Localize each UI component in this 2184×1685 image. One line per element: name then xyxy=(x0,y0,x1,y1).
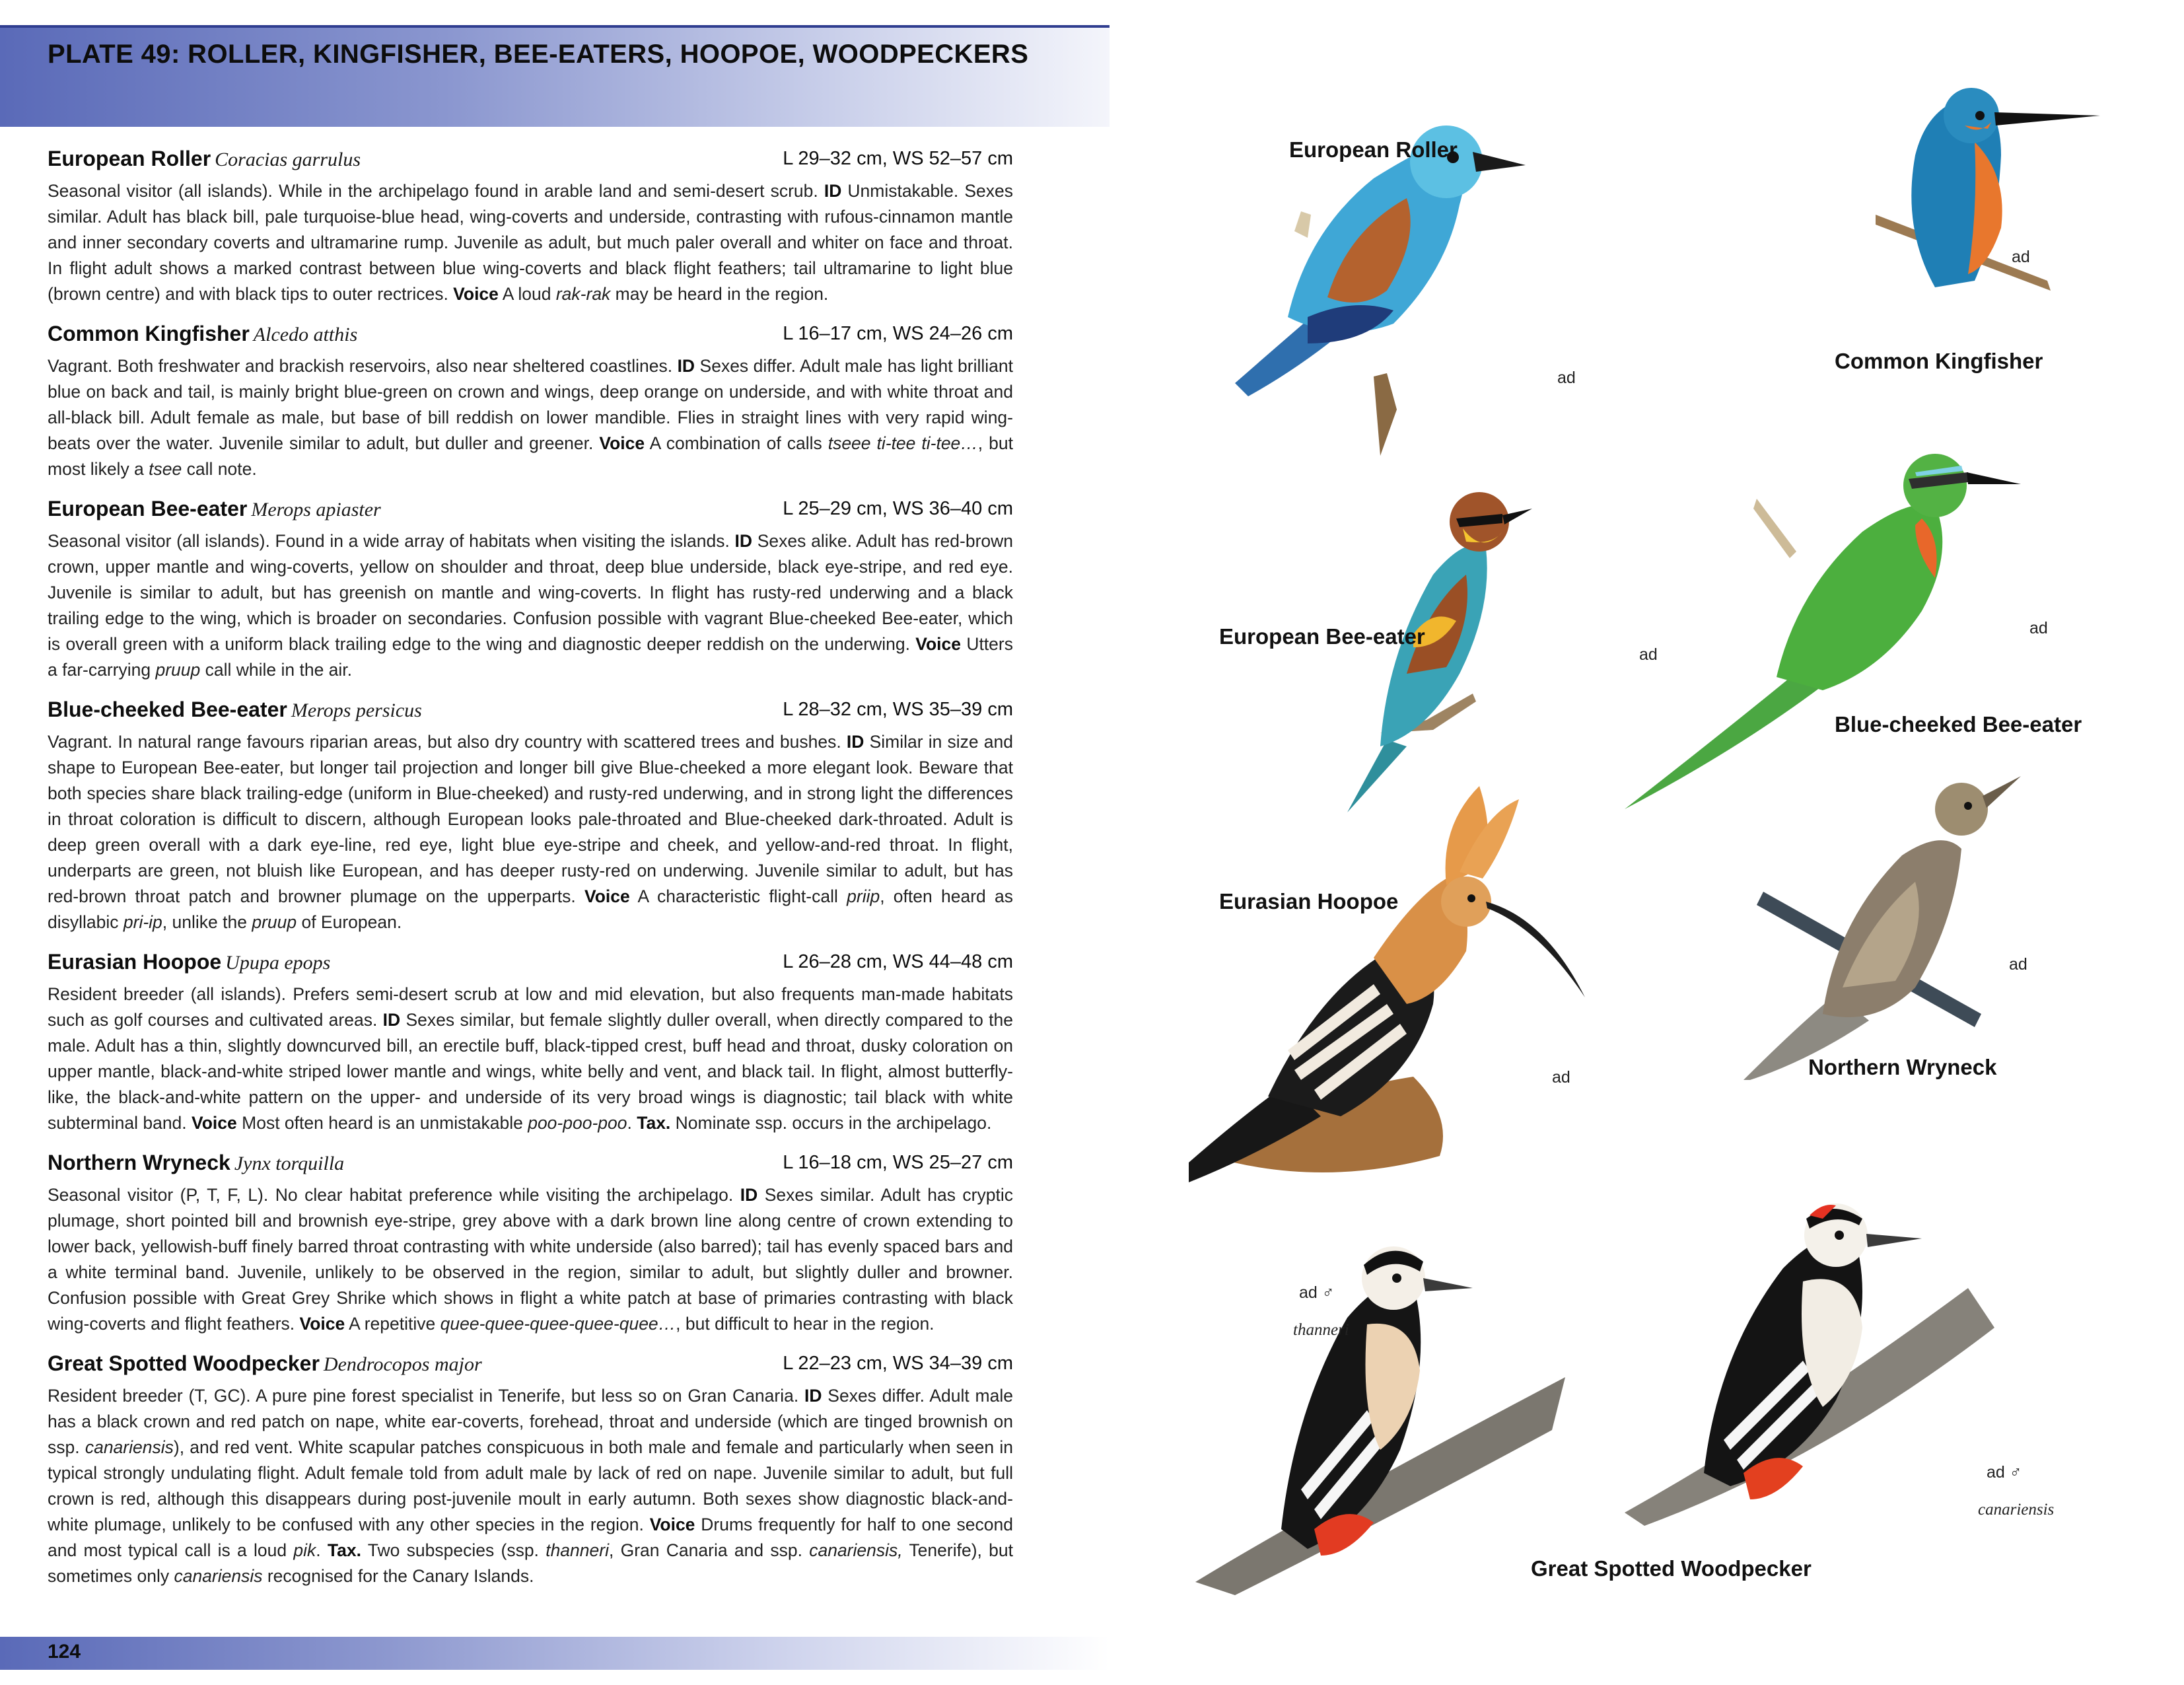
label-eurasian-hoopoe: Eurasian Hoopoe xyxy=(1219,889,1399,914)
species-description: Resident breeder (all islands). Prefers semi-desert scrub at low and mid elevation, but also frequents man-made habitats such as golf courses and cultivated areas. ID Sexes similar, but female slightly duller overall, when directly compared to the male. Adult has a thin, slightly downcurved bill, an erectile buff, black-tipped crest, buff head and throat, dusky coloration on upper mantle, black-and-white striped lower mantle and wings, white belly and vent, and black tail. In flight, almost butterfly-like, the black-and-white pattern on the upper- and underside of its very broad wings is diagnostic; tail black with white subterminal band. Voice Most often heard is an unmistakable poo-poo-poo. Tax. Nominate ssp. occurs in the archipelago. xyxy=(48,984,1013,1133)
species-description: Seasonal visitor (all islands). Found in a wide array of habitats when visiting the islands. ID Sexes alike. Adult has red-brown crown, upper mantle and wing-coverts, yellow on shoulder and throat, deep blue underside, black eye-stripe, and red eye. Juvenile is similar to adult, but has greenish on mantle and wing-coverts. In flight has rusty-red underwing and a black trailing edge to the wing, which is broader on secondaries. Confusion possible with vagrant Blue-cheeked Bee-eater, which is overall green with a uniform black trailing edge to the wing and diagnostic deeper reddish on the underwing. Voice Utters a far-carrying pruup call while in the air. xyxy=(48,531,1014,680)
species-measurements: L 22–23 cm, WS 34–39 cm xyxy=(783,1353,1013,1374)
species-name: Blue-cheeked Bee-eater xyxy=(48,698,287,721)
label-great-spotted-woodpecker: Great Spotted Woodpecker xyxy=(1531,1556,1812,1581)
ssp-tag-canariensis: canariensis xyxy=(1978,1501,2055,1519)
species-heading xyxy=(48,497,1013,528)
species-account-great-spotted-woodpecker xyxy=(48,1351,1013,1589)
species-name: Eurasian Hoopoe xyxy=(48,950,222,974)
great-spotted-woodpecker-canariensis-illustration xyxy=(1625,1182,2021,1526)
species-measurements: L 16–17 cm, WS 24–26 cm xyxy=(783,323,1013,344)
label-blue-cheeked-bee-eater: Blue-cheeked Bee-eater xyxy=(1835,712,2082,736)
plate-title: PLATE 49: ROLLER, KINGFISHER, BEE-EATERS, HOOPOE, WOODPECKERS xyxy=(48,40,1029,69)
species-measurements: L 29–32 cm, WS 52–57 cm xyxy=(783,148,1013,169)
species-description: Vagrant. Both freshwater and brackish reservoirs, also near sheltered coastlines. ID Sexes differ. Adult male has light brilliant blue on back and tail, is mainly bright blue-green on crown and wings, deep orange on underside, and with white throat and all-black bill. Adult female as male, but base of bill reddish on lower mandible. Flies in straight lines with very rapid wing-beats over the water. Juvenile similar to adult, but duller and greener. Voice A combination of calls tseee ti-tee ti-tee…, but most likely a tsee call note. xyxy=(48,356,1013,479)
age-tag-blue-cheeked-bee-eater: ad xyxy=(2029,619,2048,637)
age-tag-woodpecker-thanneri: ad ♂ xyxy=(1299,1283,1335,1302)
species-scientific-name: Coracias garrulus xyxy=(215,149,361,170)
species-measurements: L 25–29 cm, WS 36–40 cm xyxy=(783,498,1013,519)
age-tag-european-roller: ad xyxy=(1557,369,1576,387)
species-name: Great Spotted Woodpecker xyxy=(48,1351,320,1375)
species-account-blue-cheeked-bee-eater xyxy=(48,698,1013,935)
great-spotted-woodpecker-thanneri-illustration xyxy=(1195,1212,1565,1595)
species-name: European Roller xyxy=(48,147,211,170)
species-scientific-name: Merops persicus xyxy=(291,699,422,721)
species-scientific-name: Jynx torquilla xyxy=(234,1153,345,1174)
species-scientific-name: Merops apiaster xyxy=(251,499,381,520)
species-heading xyxy=(48,322,1013,353)
species-heading xyxy=(48,147,1013,178)
eurasian-hoopoe-illustration xyxy=(1189,786,1585,1196)
species-scientific-name: Alcedo atthis xyxy=(253,324,358,345)
species-description: Seasonal visitor (all islands). While in the archipelago found in arable land and semi-desert scrub. ID Unmistakable. Sexes similar. Adult has black bill, pale turquoise-blue head, wing-coverts and underside, contrasting with rufous-cinnamon mantle and inner secondary coverts and ultramarine rump. Juvenile as adult, but much paler overall and whiter on face and throat. In flight adult shows a marked contrast between blue wing-coverts and black flight feathers; tail ultramarine to light blue (brown centre) and with black tips to outer rectrices. Voice A loud rak-rak may be heard in the region. xyxy=(48,181,1013,304)
common-kingfisher-illustration xyxy=(1836,63,2100,314)
species-name: European Bee-eater xyxy=(48,497,248,520)
species-description: Resident breeder (T, GC). A pure pine forest specialist in Tenerife, but less so on Gran Canaria. ID Sexes differ. Adult male has a black crown and red patch on nape, white ear-coverts, forehead, throat and underside (which are tinged brownish on ssp. canariensis), and red vent. White scapular patches conspicuous in both male and female and particularly when seen in typical strongly undulating flight. Adult female told from adult male by lack of red on nape. Juvenile similar to adult, but full crown is red, although this disappears during post-juvenile moult in early autumn. Both sexes show diagnostic black-and-white plumage, unlikely to be confused with any other species in the region. Voice Drums frequently for half to one second and most typical call is a loud pik. Tax. Two subspecies (ssp. thanneri, Gran Canaria and ssp. canariensis, Tenerife), but sometimes only canariensis recognised for the Canary Islands. xyxy=(48,1386,1014,1586)
age-tag-woodpecker-canariensis: ad ♂ xyxy=(1987,1463,2022,1482)
species-name: Northern Wryneck xyxy=(48,1151,230,1174)
species-scientific-name: Upupa epops xyxy=(225,952,331,974)
age-tag-european-bee-eater: ad xyxy=(1639,645,1658,664)
label-northern-wryneck: Northern Wryneck xyxy=(1808,1055,1997,1079)
species-heading xyxy=(48,950,1013,982)
northern-wryneck-illustration xyxy=(1744,776,2021,1080)
species-measurements: L 26–28 cm, WS 44–48 cm xyxy=(783,951,1013,972)
species-account-european-bee-eater xyxy=(48,497,1013,683)
species-account-eurasian-hoopoe xyxy=(48,950,1013,1136)
page-number: 124 xyxy=(48,1641,81,1663)
age-tag-common-kingfisher: ad xyxy=(2012,248,2030,266)
label-european-bee-eater: European Bee-eater xyxy=(1219,624,1425,649)
age-tag-northern-wryneck: ad xyxy=(2009,955,2027,974)
species-name: Common Kingfisher xyxy=(48,322,250,345)
blue-cheeked-bee-eater-illustration xyxy=(1625,433,2021,809)
label-european-roller: European Roller xyxy=(1289,137,1458,162)
species-account-common-kingfisher xyxy=(48,322,1013,482)
species-heading xyxy=(48,1151,1013,1182)
label-common-kingfisher: Common Kingfisher xyxy=(1835,349,2043,373)
right-page-illustrations xyxy=(1110,0,2184,1685)
species-measurements: L 28–32 cm, WS 35–39 cm xyxy=(783,699,1013,720)
species-account-european-roller xyxy=(48,147,1013,307)
species-description: Vagrant. In natural range favours riparian areas, but also dry country with scattered trees and bushes. ID Similar in size and shape to European Bee-eater, but longer tail projection and longer bill give Blue-cheeked a more elegant look. Beware that both species share black trailing-edge (uniform in Blue-cheeked) and rusty-red underwing, and in strong light the differences in throat coloration is difficult to discern, although European looks pale-throated and Blue-cheeked dark-throated. Adult is deep green overall with a dark eye-line, red eye, light blue eye-stripe and cheek, and yellow-and-red throat. In flight, underparts are green, not bluish like European, and has deeper rusty-red on underwing. Juvenile similar to adult, but has red-brown throat patch and browner plumage on the upperparts. Voice A characteristic flight-call priip, often heard as disyllabic pri-ip, unlike the pruup of European. xyxy=(48,732,1013,932)
page-footer xyxy=(0,1637,1110,1670)
species-heading xyxy=(48,698,1013,729)
species-scientific-name: Dendrocopos major xyxy=(323,1353,482,1375)
species-accounts xyxy=(48,147,1013,1604)
age-tag-eurasian-hoopoe: ad xyxy=(1552,1068,1570,1087)
species-description: Seasonal visitor (P, T, F, L). No clear habitat preference while visiting the archipelago. ID Sexes similar. Adult has cryptic plumage, short pointed bill and brownish eye-stripe, grey above with a dark brown line along centre of crown extending to lower back, yellowish-buff finely barred throat contrasting with white underside (also barred); tail has evenly spaced bars and a white terminal band. Juvenile, unlikely to be observed in the region, similar to adult, but slightly duller and browner. Confusion possible with Great Grey Shrike which shows in flight a white patch at base of primaries contrasting with black wing-coverts and flight feathers. Voice A repetitive quee-quee-quee-quee-quee…, but difficult to hear in the region. xyxy=(48,1185,1013,1334)
species-measurements: L 16–18 cm, WS 25–27 cm xyxy=(783,1152,1013,1173)
ssp-tag-thanneri: thanneri xyxy=(1293,1321,1349,1339)
species-heading xyxy=(48,1351,1013,1383)
species-account-northern-wryneck xyxy=(48,1151,1013,1337)
